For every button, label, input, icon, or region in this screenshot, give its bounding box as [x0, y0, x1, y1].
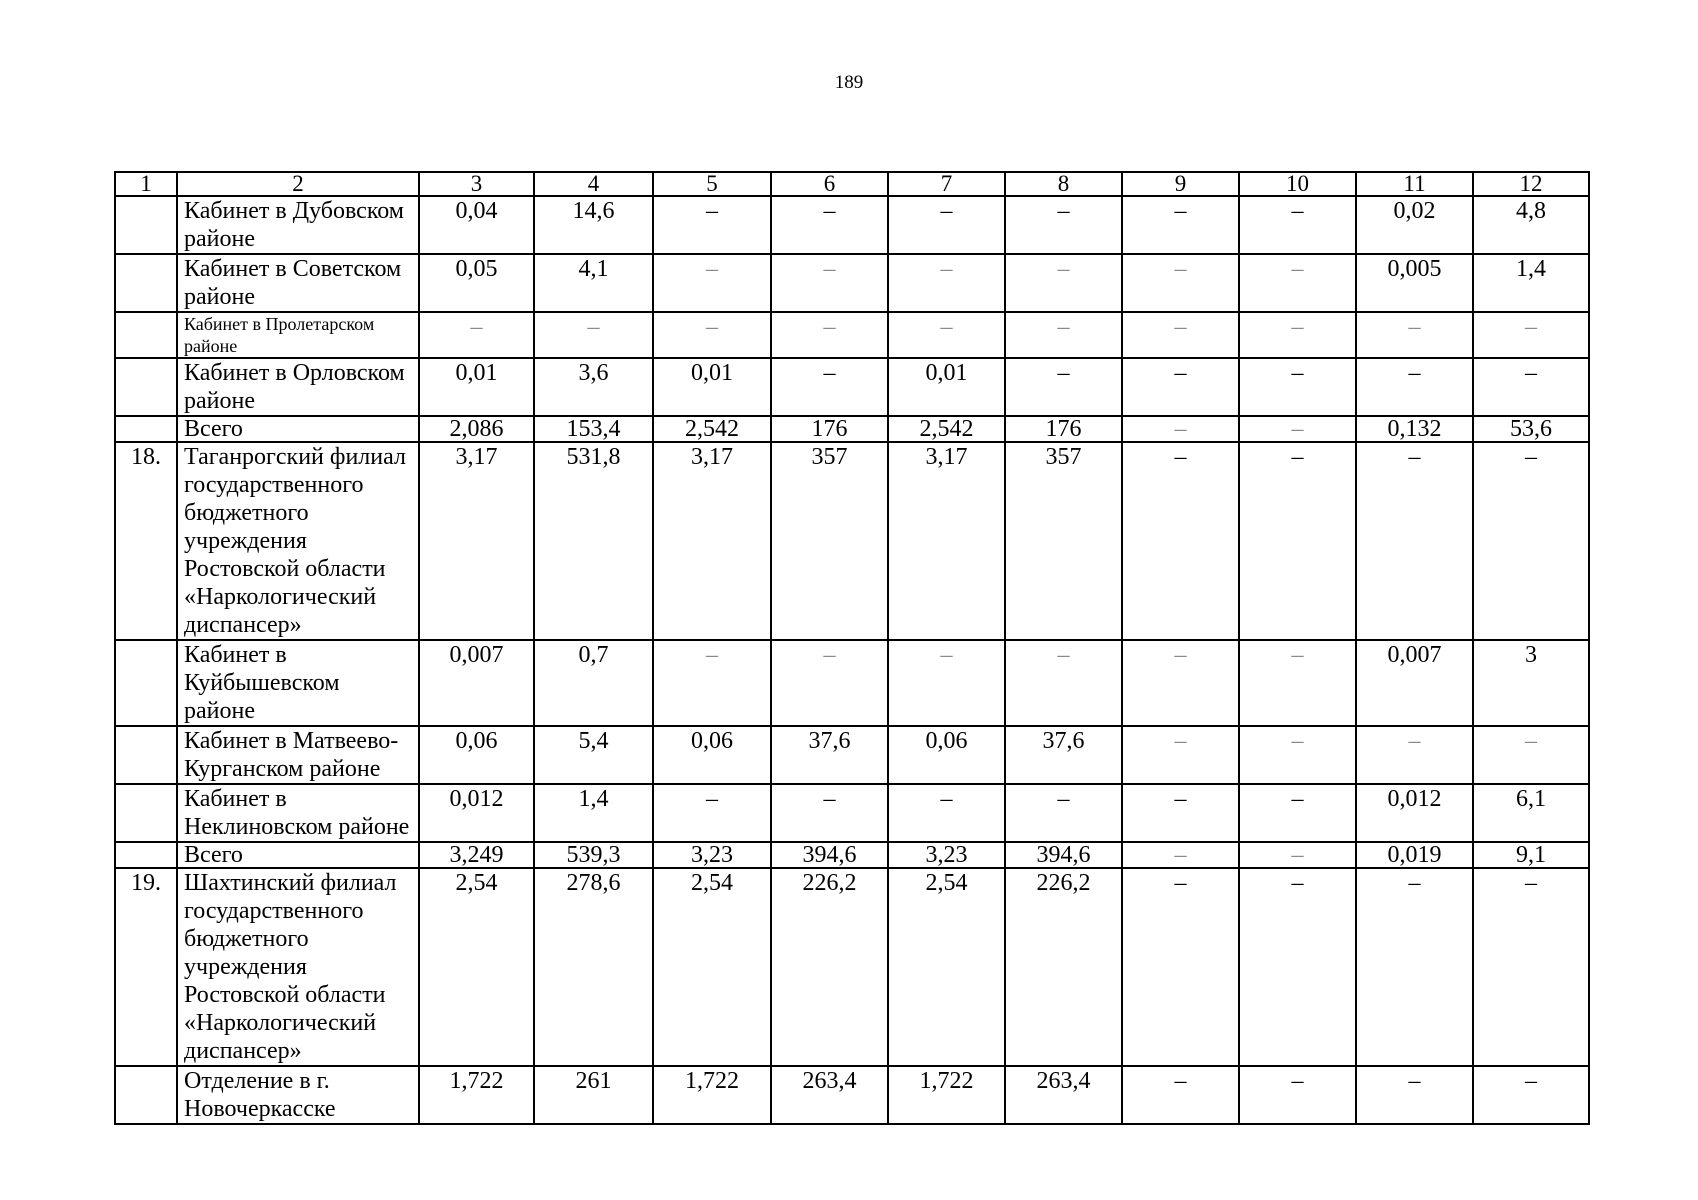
value-cell: – [771, 196, 888, 254]
value-cell: – [1005, 312, 1122, 358]
value-cell: – [1005, 254, 1122, 312]
row-name: Кабинет в Куйбышевском районе [177, 640, 419, 726]
table-row [115, 312, 1589, 358]
value-cell: 5,4 [534, 726, 653, 784]
value-cell: 1,4 [1473, 254, 1589, 312]
row-name: Шахтинский филиал государственного бюджетного учреждения Ростовской области «Наркологический диспансер» [177, 868, 419, 1066]
header-cell: 1 [115, 172, 177, 196]
value-cell: 394,6 [771, 842, 888, 868]
value-cell: 539,3 [534, 842, 653, 868]
value-cell: 4,1 [534, 254, 653, 312]
page-number: 189 [834, 72, 864, 93]
row-number [115, 254, 177, 312]
header-cell: 6 [771, 172, 888, 196]
value-cell: – [1122, 640, 1239, 726]
row-number [115, 842, 177, 868]
value-cell: – [888, 784, 1005, 842]
value-cell: – [1239, 784, 1356, 842]
value-cell: 37,6 [771, 726, 888, 784]
table-row [115, 358, 1589, 416]
row-name: Таганрогский филиал государственного бюджетного учреждения Ростовской области «Наркологический диспансер» [177, 442, 419, 640]
table-row [115, 868, 1589, 1066]
value-cell: 2,54 [653, 868, 771, 1066]
value-cell: 176 [1005, 416, 1122, 442]
value-cell: 9,1 [1473, 842, 1589, 868]
row-number [115, 1066, 177, 1124]
value-cell: – [1005, 358, 1122, 416]
value-cell: – [1239, 196, 1356, 254]
value-cell: 0,06 [419, 726, 534, 784]
value-cell: – [1356, 868, 1473, 1066]
value-cell: 0,132 [1356, 416, 1473, 442]
value-cell: – [1473, 726, 1589, 784]
value-cell: – [1473, 1066, 1589, 1124]
value-cell: 3,23 [888, 842, 1005, 868]
value-cell: – [653, 784, 771, 842]
value-cell: 1,4 [534, 784, 653, 842]
value-cell: – [1473, 312, 1589, 358]
value-cell: – [1122, 254, 1239, 312]
row-name: Кабинет в Дубовском районе [177, 196, 419, 254]
value-cell: – [771, 254, 888, 312]
value-cell: 0,01 [653, 358, 771, 416]
value-cell: 0,012 [1356, 784, 1473, 842]
value-cell: 2,542 [888, 416, 1005, 442]
value-cell: 261 [534, 1066, 653, 1124]
row-name: Кабинет в Советском районе [177, 254, 419, 312]
table-row [115, 1066, 1589, 1124]
row-name: Всего [177, 842, 419, 868]
row-name: Всего [177, 416, 419, 442]
row-name: Кабинет в Пролетарском районе [177, 312, 419, 358]
value-cell: 1,722 [419, 1066, 534, 1124]
value-cell: – [653, 254, 771, 312]
value-cell: – [1239, 254, 1356, 312]
value-cell: 3 [1473, 640, 1589, 726]
value-cell: – [888, 640, 1005, 726]
header-cell: 5 [653, 172, 771, 196]
value-cell: – [888, 196, 1005, 254]
row-number [115, 784, 177, 842]
value-cell: – [1239, 868, 1356, 1066]
value-cell: – [771, 312, 888, 358]
row-number [115, 358, 177, 416]
value-cell: – [1239, 416, 1356, 442]
value-cell: – [1239, 1066, 1356, 1124]
value-cell: 1,722 [888, 1066, 1005, 1124]
value-cell: – [771, 358, 888, 416]
table-row [115, 196, 1589, 254]
value-cell: 3,17 [888, 442, 1005, 640]
value-cell: – [1473, 358, 1589, 416]
value-cell: 226,2 [1005, 868, 1122, 1066]
table-row [115, 842, 1589, 868]
header-row [115, 172, 1589, 196]
value-cell: 357 [771, 442, 888, 640]
value-cell: 0,04 [419, 196, 534, 254]
value-cell: 0,06 [653, 726, 771, 784]
value-cell: – [1005, 784, 1122, 842]
header-cell: 11 [1356, 172, 1473, 196]
value-cell: 53,6 [1473, 416, 1589, 442]
value-cell: 0,01 [888, 358, 1005, 416]
value-cell: – [1356, 358, 1473, 416]
value-cell: 226,2 [771, 868, 888, 1066]
value-cell: 37,6 [1005, 726, 1122, 784]
header-cell: 8 [1005, 172, 1122, 196]
value-cell: 4,8 [1473, 196, 1589, 254]
value-cell: 0,005 [1356, 254, 1473, 312]
header-cell: 12 [1473, 172, 1589, 196]
header-cell: 3 [419, 172, 534, 196]
value-cell: – [1356, 312, 1473, 358]
value-cell: 0,01 [419, 358, 534, 416]
data-table [114, 171, 1590, 1125]
value-cell: – [771, 640, 888, 726]
value-cell: 357 [1005, 442, 1122, 640]
row-number [115, 196, 177, 254]
row-number [115, 640, 177, 726]
row-name: Кабинет в Неклиновском районе [177, 784, 419, 842]
value-cell: – [1122, 726, 1239, 784]
value-cell: 3,23 [653, 842, 771, 868]
value-cell: 394,6 [1005, 842, 1122, 868]
value-cell: – [888, 312, 1005, 358]
value-cell: 278,6 [534, 868, 653, 1066]
header-cell: 10 [1239, 172, 1356, 196]
value-cell: – [1473, 868, 1589, 1066]
value-cell: 3,6 [534, 358, 653, 416]
value-cell: – [653, 312, 771, 358]
header-cell: 7 [888, 172, 1005, 196]
value-cell: – [1122, 196, 1239, 254]
value-cell: – [1239, 640, 1356, 726]
value-cell: 263,4 [771, 1066, 888, 1124]
row-number: 18. [115, 442, 177, 640]
value-cell: 263,4 [1005, 1066, 1122, 1124]
table-row [115, 254, 1589, 312]
value-cell: – [1005, 196, 1122, 254]
value-cell: – [1239, 312, 1356, 358]
row-number: 19. [115, 868, 177, 1066]
value-cell: – [1239, 442, 1356, 640]
value-cell: 2,54 [888, 868, 1005, 1066]
value-cell: – [1005, 640, 1122, 726]
value-cell: 0,019 [1356, 842, 1473, 868]
row-number [115, 416, 177, 442]
value-cell: – [534, 312, 653, 358]
value-cell: 14,6 [534, 196, 653, 254]
value-cell: 0,06 [888, 726, 1005, 784]
value-cell: 3,249 [419, 842, 534, 868]
row-name: Кабинет в Матвеево-Курганском районе [177, 726, 419, 784]
row-name: Отделение в г. Новочеркасске [177, 1066, 419, 1124]
value-cell: – [1473, 442, 1589, 640]
value-cell: – [1122, 358, 1239, 416]
value-cell: 531,8 [534, 442, 653, 640]
value-cell: 1,722 [653, 1066, 771, 1124]
value-cell: 0,007 [1356, 640, 1473, 726]
table-row [115, 442, 1589, 640]
table-row [115, 416, 1589, 442]
value-cell: 0,7 [534, 640, 653, 726]
value-cell: 3,17 [653, 442, 771, 640]
header-cell: 4 [534, 172, 653, 196]
value-cell: – [1122, 784, 1239, 842]
value-cell: – [653, 640, 771, 726]
value-cell: 0,02 [1356, 196, 1473, 254]
value-cell: – [1122, 1066, 1239, 1124]
value-cell: – [1122, 312, 1239, 358]
value-cell: – [1122, 416, 1239, 442]
value-cell: 6,1 [1473, 784, 1589, 842]
header-cell: 9 [1122, 172, 1239, 196]
value-cell: – [419, 312, 534, 358]
header-cell: 2 [177, 172, 419, 196]
value-cell: – [1122, 442, 1239, 640]
value-cell: – [1239, 726, 1356, 784]
value-cell: 176 [771, 416, 888, 442]
value-cell: 153,4 [534, 416, 653, 442]
value-cell: 0,007 [419, 640, 534, 726]
table-row [115, 726, 1589, 784]
value-cell: – [1239, 358, 1356, 416]
value-cell: 2,542 [653, 416, 771, 442]
value-cell: 0,012 [419, 784, 534, 842]
value-cell: – [1356, 1066, 1473, 1124]
value-cell: – [1356, 442, 1473, 640]
value-cell: 0,05 [419, 254, 534, 312]
row-number [115, 312, 177, 358]
value-cell: – [771, 784, 888, 842]
value-cell: 2,54 [419, 868, 534, 1066]
value-cell: – [1122, 842, 1239, 868]
value-cell: – [888, 254, 1005, 312]
row-number [115, 726, 177, 784]
value-cell: – [653, 196, 771, 254]
value-cell: – [1122, 868, 1239, 1066]
value-cell: – [1239, 842, 1356, 868]
row-name: Кабинет в Орловском районе [177, 358, 419, 416]
value-cell: – [1356, 726, 1473, 784]
table-row [115, 784, 1589, 842]
table-row [115, 640, 1589, 726]
value-cell: 3,17 [419, 442, 534, 640]
value-cell: 2,086 [419, 416, 534, 442]
